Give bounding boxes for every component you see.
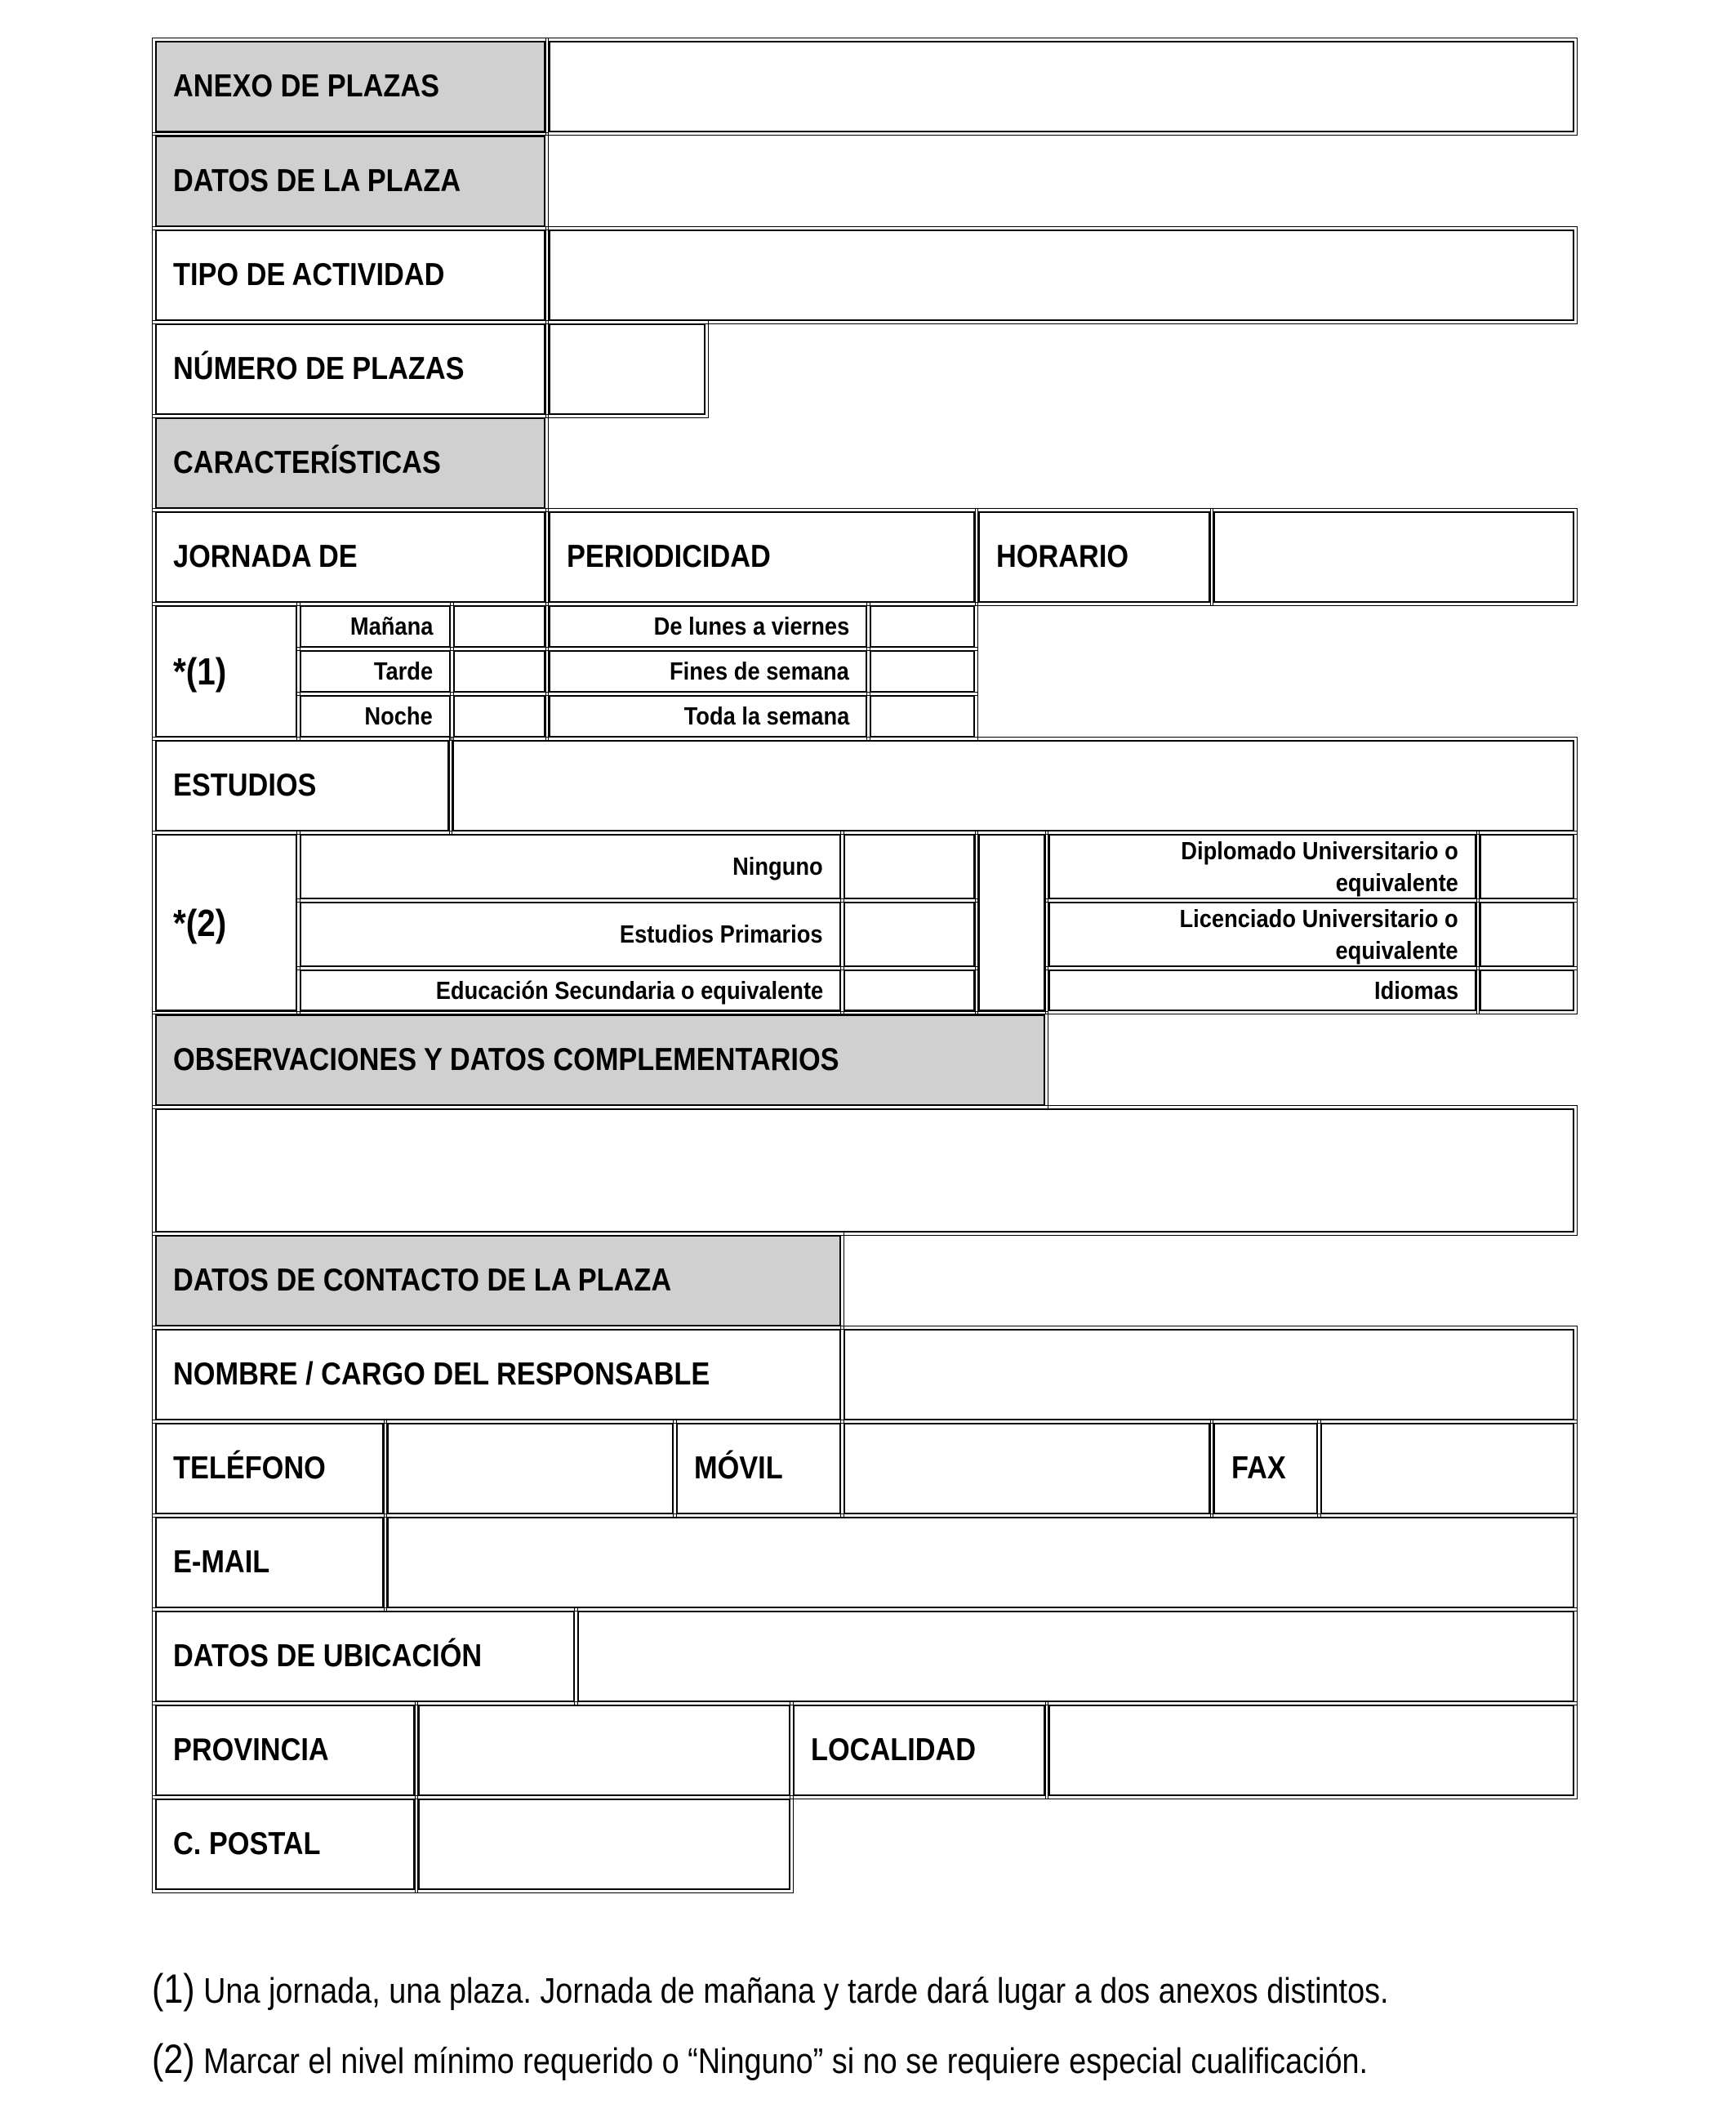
estudios-option-label	[1048, 970, 1476, 1011]
jornada-noche-checkbox[interactable]	[453, 695, 545, 738]
marker-1: *(1)	[173, 650, 227, 693]
estudios-licenciado-line-2: equivalente	[1335, 936, 1458, 965]
postal-field[interactable]	[418, 1799, 790, 1890]
jornada-manana-checkbox[interactable]	[453, 605, 545, 648]
estudios-ninguno-label: Ninguno	[732, 852, 823, 880]
responsable-label: NOMBRE / CARGO DEL RESPONSABLE	[173, 1357, 710, 1392]
estudios-idiomas-label: Idiomas	[1373, 975, 1458, 1005]
provincia-field[interactable]	[418, 1705, 790, 1796]
responsable-field[interactable]	[844, 1329, 1574, 1420]
estudios-diplomado-line-2: equivalente	[1335, 868, 1458, 897]
movil-label-cell	[676, 1423, 841, 1514]
localidad-label: LOCALIDAD	[811, 1732, 977, 1768]
estudios-diplomado-label	[1181, 835, 1458, 898]
estudios-field[interactable]	[452, 740, 1574, 831]
periodicidad-option-label	[549, 695, 867, 738]
estudios-primarios-checkbox[interactable]	[844, 902, 975, 967]
horario-label: HORARIO	[996, 539, 1129, 574]
jornada-noche-label: Noche	[364, 702, 433, 730]
jornada-label-cell	[155, 511, 545, 603]
fax-label-cell	[1213, 1423, 1318, 1514]
estudios-secundaria-label: Educación Secundaria o equivalente	[435, 975, 823, 1005]
estudios-licenciado-checkbox[interactable]	[1480, 902, 1574, 967]
fax-label: FAX	[1231, 1451, 1286, 1486]
anexo-title: ANEXO DE PLAZAS	[173, 69, 440, 104]
telefono-label-cell	[155, 1423, 384, 1514]
estudios-idiomas-checkbox[interactable]	[1480, 970, 1574, 1011]
numero-plazas-field[interactable]	[549, 323, 706, 415]
email-label: E-MAIL	[173, 1545, 270, 1580]
periodicidad-lunes-viernes-checkbox[interactable]	[870, 605, 975, 648]
jornada-tarde-checkbox[interactable]	[453, 650, 545, 693]
estudios-diplomado-checkbox[interactable]	[1480, 834, 1574, 899]
localidad-field[interactable]	[1048, 1705, 1574, 1796]
postal-label-cell	[155, 1799, 415, 1890]
estudios-label-cell	[155, 740, 449, 831]
numero-plazas-label: NÚMERO DE PLAZAS	[173, 351, 465, 386]
estudios-secundaria-checkbox[interactable]	[844, 970, 975, 1011]
telefono-field[interactable]	[387, 1423, 674, 1514]
tipo-actividad-field[interactable]	[549, 230, 1574, 321]
tipo-actividad-label: TIPO DE ACTIVIDAD	[173, 257, 445, 292]
footnote-1	[152, 1965, 1389, 2013]
ubicacion-field[interactable]	[577, 1611, 1574, 1702]
email-label-cell	[155, 1517, 384, 1608]
periodicidad-fines-semana-label: Fines de semana	[670, 657, 849, 685]
jornada-label: JORNADA DE	[173, 539, 358, 574]
estudios-ninguno-checkbox[interactable]	[844, 834, 975, 899]
movil-field[interactable]	[844, 1423, 1210, 1514]
footnote-2-text: Marcar el nivel mínimo requerido o “Ninguno” si no se requiere especial cualificación.	[194, 2041, 1369, 2081]
localidad-label-cell	[793, 1705, 1045, 1796]
jornada-option-label	[300, 650, 451, 693]
provincia-label-cell	[155, 1705, 415, 1796]
responsable-label-cell	[155, 1329, 841, 1420]
observaciones-field[interactable]	[155, 1108, 1574, 1233]
estudios-option-label	[300, 902, 841, 967]
contacto-title: DATOS DE CONTACTO DE LA PLAZA	[173, 1263, 672, 1298]
periodicidad-label: PERIODICIDAD	[567, 539, 771, 574]
periodicidad-option-label	[549, 605, 867, 648]
horario-field[interactable]	[1213, 511, 1574, 603]
footnote-2	[152, 2035, 1368, 2083]
contacto-header	[155, 1235, 841, 1326]
periodicidad-label-cell	[549, 511, 975, 603]
estudios-label: ESTUDIOS	[173, 768, 317, 803]
caracteristicas-header	[155, 417, 545, 509]
estudios-option-label	[300, 834, 841, 899]
ubicacion-label-cell	[155, 1611, 575, 1702]
periodicidad-fines-semana-checkbox[interactable]	[870, 650, 975, 693]
estudios-option-label	[1048, 834, 1476, 899]
datos-plaza-title: DATOS DE LA PLAZA	[173, 163, 461, 198]
tipo-actividad-label-cell	[155, 230, 545, 321]
marker-2-cell	[155, 834, 297, 1011]
jornada-tarde-label: Tarde	[373, 657, 433, 685]
datos-plaza-header	[155, 136, 545, 227]
estudios-option-label	[300, 970, 841, 1011]
numero-plazas-label-cell	[155, 323, 545, 415]
telefono-label: TELÉFONO	[173, 1451, 326, 1486]
periodicidad-toda-semana-label: Toda la semana	[683, 702, 849, 730]
estudios-primarios-label: Estudios Primarios	[620, 920, 823, 948]
postal-label: C. POSTAL	[173, 1826, 321, 1861]
footnote-1-text: Una jornada, una plaza. Jornada de mañana y tarde dará lugar a dos anexos distintos.	[194, 1971, 1389, 2011]
movil-label: MÓVIL	[694, 1451, 783, 1486]
estudios-option-label	[1048, 902, 1476, 967]
caracteristicas-title: CARACTERÍSTICAS	[173, 445, 441, 480]
footnote-1-number: (1)	[152, 1966, 195, 2012]
fax-field[interactable]	[1320, 1423, 1574, 1514]
jornada-option-label	[300, 695, 451, 738]
observaciones-header	[155, 1014, 1045, 1106]
periodicidad-lunes-viernes-label: De lunes a viernes	[653, 612, 849, 640]
marker-2: *(2)	[173, 901, 227, 944]
periodicidad-toda-semana-checkbox[interactable]	[870, 695, 975, 738]
marker-1-cell	[155, 605, 297, 738]
estudios-diplomado-line-1: Diplomado Universitario o	[1181, 836, 1458, 865]
jornada-manana-label: Mañana	[349, 612, 433, 640]
estudios-separator-cell	[978, 834, 1045, 1011]
footnote-2-number: (2)	[152, 2036, 195, 2082]
email-field[interactable]	[387, 1517, 1574, 1608]
jornada-option-label	[300, 605, 451, 648]
provincia-label: PROVINCIA	[173, 1732, 329, 1768]
ubicacion-label: DATOS DE UBICACIÓN	[173, 1638, 483, 1674]
estudios-licenciado-label	[1180, 903, 1458, 966]
estudios-licenciado-line-1: Licenciado Universitario o	[1179, 904, 1458, 933]
anexo-header	[155, 41, 545, 132]
anexo-field[interactable]	[549, 41, 1574, 132]
horario-label-cell	[978, 511, 1210, 603]
periodicidad-option-label	[549, 650, 867, 693]
observaciones-title: OBSERVACIONES Y DATOS COMPLEMENTARIOS	[173, 1042, 839, 1077]
